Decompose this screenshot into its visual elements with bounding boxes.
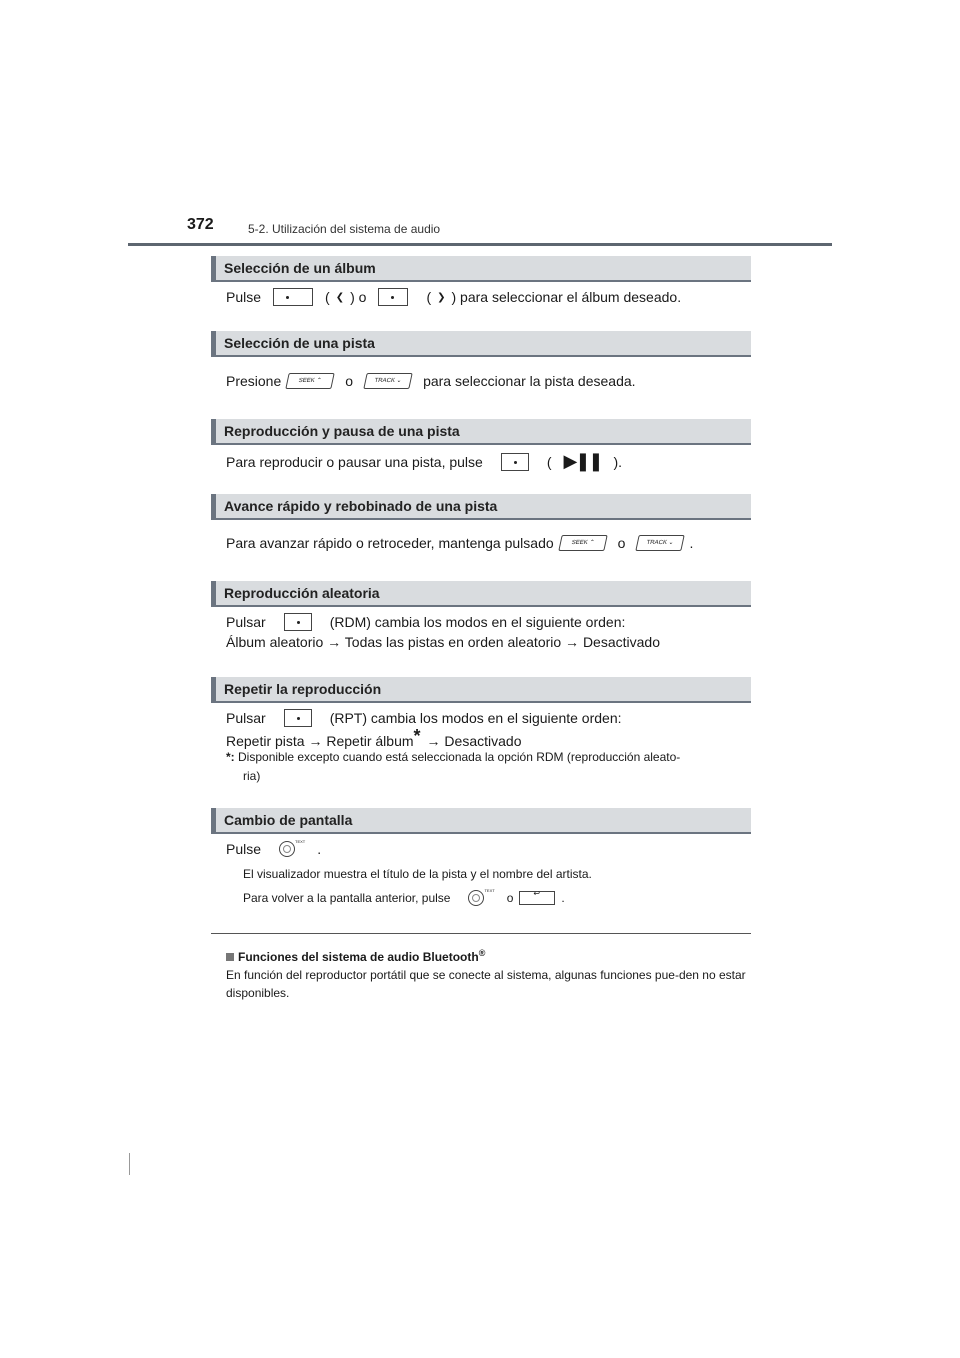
section-title: Selección de un álbum [224,260,376,276]
text: (RDM) cambia los modos en el siguiente orden: [329,614,626,630]
text: → Desactivado [426,732,522,749]
text: . [317,841,322,857]
section-album [211,256,751,282]
section-title: Cambio de pantalla [224,812,353,828]
text-knob[interactable] [468,890,484,906]
text: para seleccionar la pista deseada. [423,373,636,389]
text: ). [613,453,623,470]
repeat-order [226,726,522,751]
text: Para avanzar rápido o retroceder, mantenga pulsado [226,535,554,551]
text: o [617,535,626,551]
random-order: Álbum aleatorio → Todas las pistas en orden aleatorio → Desactivado [226,634,660,650]
text: . [561,891,565,905]
text: ) para seleccionar el álbum deseado. [451,289,682,305]
section-title: Repetir la reproducción [224,681,382,697]
footer-text: En función del reproductor portátil que se conecte al sistema, algunas funciones pue-den no estar disponibles. [226,968,746,1000]
heading-text: Funciones del sistema de audio Bluetooth [238,950,479,964]
text: o [506,891,514,905]
seek-button[interactable]: SEEK ⌃ [558,535,607,551]
text: Pulse [226,289,262,305]
text-knob[interactable] [279,841,295,857]
text: o [345,373,354,389]
section-random [211,581,751,607]
seek-button[interactable]: SEEK ⌃ [286,373,335,389]
header-rule [128,243,832,246]
text: ( [325,289,330,305]
section-display [211,808,751,834]
random-instruction [226,613,625,631]
page-number: 372 [187,216,214,233]
chapter-title: 5-2. Utilización del sistema de audio [248,222,441,236]
rpt-button[interactable] [284,709,312,727]
chevron-right-icon: ❯ [437,291,446,303]
knob-label: TEXT [484,887,495,893]
footnote-cont: ria) [243,769,261,783]
text: Pulsar [226,614,266,630]
section-title: Avance rápido y rebobinado de una pista [224,498,498,514]
section-title: Selección de una pista [224,335,375,351]
section-title: Reproducción aleatoria [224,585,380,601]
text: Presione [226,373,282,389]
text: Pulsar [226,710,266,726]
section-ffrew [211,494,751,520]
track-instruction [226,373,636,389]
track-button[interactable]: TRACK ⌄ [363,373,412,389]
text: Para reproducir o pausar una pista, pulse [226,453,483,470]
text: Pulse [226,841,262,857]
play-instruction [226,451,622,472]
play-pause-icon: ▶❚❚ [563,451,602,471]
section-play [211,419,751,445]
display-instruction [226,838,322,857]
back-button[interactable] [519,891,555,905]
text: ) o [350,289,367,305]
text: Repetir pista → Repetir álbum [226,732,414,749]
display-note-1: El visualizador muestra el título de la pista y el nombre del artista. [243,867,592,881]
repeat-instruction [226,709,622,727]
album-instruction [226,288,681,306]
display-note-2 [243,887,565,906]
text: (RPT) cambia los modos en el siguiente orden: [329,710,622,726]
registered-mark: ® [478,948,486,958]
text: ( [426,289,432,305]
section-track [211,331,751,357]
section-title: Reproducción y pausa de una pista [224,423,460,439]
chevron-left-icon: ❮ [335,291,345,303]
preset-button[interactable] [273,288,313,306]
text: Para volver a la pantalla anterior, pulse [243,891,451,905]
footnote-mark: *: [226,750,235,764]
footer-heading [226,944,746,966]
footnote-text: Disponible excepto cuando está seleccionada la opción RDM (reproducción aleato- [238,750,681,764]
rdm-button[interactable] [284,613,312,631]
ffrew-instruction [226,535,693,551]
divider [211,933,751,934]
track-button[interactable]: TRACK ⌄ [636,535,685,551]
asterisk: * [413,726,421,746]
square-bullet-icon [226,953,234,961]
section-repeat [211,677,751,703]
play-button[interactable] [501,453,529,471]
knob-label: TEXT [295,838,306,844]
text: ( [546,453,552,470]
crop-mark [129,1153,130,1175]
preset-button[interactable] [378,288,408,306]
footnote [226,750,680,764]
text: . [689,535,694,551]
